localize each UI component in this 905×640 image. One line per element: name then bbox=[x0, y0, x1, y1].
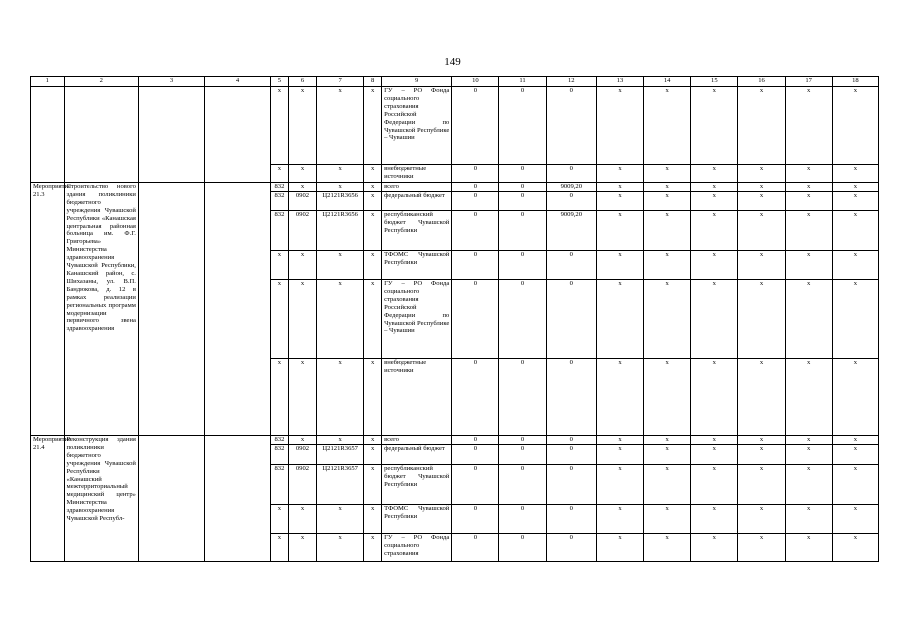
value-cell: x bbox=[317, 436, 364, 445]
value-cell: 0902 bbox=[288, 211, 316, 251]
value-cell: 0 bbox=[546, 192, 596, 211]
value-cell: x bbox=[317, 359, 364, 436]
value-cell: 0 bbox=[499, 183, 546, 192]
funding-source-cell: внебюджетные источники bbox=[382, 165, 452, 183]
value-cell: 0 bbox=[452, 211, 499, 251]
value-cell: x bbox=[691, 87, 738, 165]
header-cell: 3 bbox=[138, 77, 204, 87]
value-cell: x bbox=[832, 436, 878, 445]
value-cell: x bbox=[785, 436, 832, 445]
header-cell: 13 bbox=[596, 77, 643, 87]
value-cell: x bbox=[691, 211, 738, 251]
value-cell: 0 bbox=[546, 251, 596, 280]
value-cell: x bbox=[271, 251, 289, 280]
value-cell: x bbox=[364, 183, 382, 192]
value-cell: 0 bbox=[499, 436, 546, 445]
value-cell: 0 bbox=[546, 436, 596, 445]
value-cell: 0 bbox=[452, 505, 499, 534]
value-cell: x bbox=[832, 534, 878, 562]
value-cell: 832 bbox=[271, 436, 289, 445]
value-cell: 0 bbox=[546, 165, 596, 183]
value-cell: x bbox=[832, 211, 878, 251]
value-cell: 0 bbox=[452, 192, 499, 211]
value-cell: x bbox=[596, 211, 643, 251]
value-cell: x bbox=[785, 87, 832, 165]
empty-cell bbox=[204, 87, 270, 183]
value-cell: x bbox=[691, 445, 738, 465]
value-cell: 0 bbox=[499, 87, 546, 165]
empty-cell bbox=[64, 87, 138, 183]
header-cell: 4 bbox=[204, 77, 270, 87]
funding-source-cell: ГУ – РО Фонда социального страхования Российской Федерации по Чувашской Республике – Чувашии bbox=[382, 280, 452, 359]
value-cell: x bbox=[832, 445, 878, 465]
value-cell: x bbox=[317, 280, 364, 359]
value-cell: 0 bbox=[546, 359, 596, 436]
value-cell: 0 bbox=[452, 445, 499, 465]
value-cell: 9009,20 bbox=[546, 211, 596, 251]
value-cell: Ц2121R3656 bbox=[317, 192, 364, 211]
value-cell: x bbox=[317, 505, 364, 534]
value-cell: 0902 bbox=[288, 192, 316, 211]
funding-source-cell: ГУ – РО Фонда социального страхования bbox=[382, 534, 452, 562]
value-cell: x bbox=[271, 534, 289, 562]
value-cell: 0 bbox=[499, 211, 546, 251]
value-cell: x bbox=[738, 165, 785, 183]
value-cell: x bbox=[288, 87, 316, 165]
value-cell: Ц2121R3656 bbox=[317, 211, 364, 251]
funding-source-cell: внебюджетные источники bbox=[382, 359, 452, 436]
value-cell: x bbox=[271, 87, 289, 165]
value-cell: x bbox=[832, 359, 878, 436]
empty-cell bbox=[31, 87, 65, 183]
value-cell: x bbox=[691, 280, 738, 359]
value-cell: x bbox=[832, 87, 878, 165]
value-cell: x bbox=[317, 87, 364, 165]
value-cell: x bbox=[596, 436, 643, 445]
header-cell: 7 bbox=[317, 77, 364, 87]
value-cell: x bbox=[785, 251, 832, 280]
value-cell: x bbox=[364, 436, 382, 445]
value-cell: x bbox=[288, 165, 316, 183]
value-cell: x bbox=[364, 359, 382, 436]
funding-source-cell: федеральный бюджет bbox=[382, 192, 452, 211]
value-cell: x bbox=[596, 534, 643, 562]
value-cell: x bbox=[738, 359, 785, 436]
value-cell: 0 bbox=[546, 465, 596, 505]
measure-title: Реконструкция здания поликлиники бюджетного учреждения Чувашской Республики «Канашский межтерриториальный медицинский центр» Министерства здравоохранения Чувашской Республ- bbox=[64, 436, 138, 562]
value-cell: x bbox=[644, 280, 691, 359]
value-cell: x bbox=[785, 183, 832, 192]
value-cell: x bbox=[596, 183, 643, 192]
funding-source-cell: федеральный бюджет bbox=[382, 445, 452, 465]
value-cell: x bbox=[785, 534, 832, 562]
value-cell: x bbox=[596, 505, 643, 534]
value-cell: x bbox=[644, 165, 691, 183]
value-cell: 0 bbox=[452, 251, 499, 280]
value-cell: x bbox=[832, 192, 878, 211]
value-cell: x bbox=[364, 465, 382, 505]
value-cell: x bbox=[644, 359, 691, 436]
funding-source-cell: ТФОМС Чувашской Республики bbox=[382, 505, 452, 534]
value-cell: x bbox=[785, 505, 832, 534]
value-cell: x bbox=[317, 534, 364, 562]
value-cell: 0 bbox=[499, 359, 546, 436]
value-cell: x bbox=[644, 192, 691, 211]
value-cell: x bbox=[832, 165, 878, 183]
value-cell: x bbox=[596, 192, 643, 211]
value-cell: 832 bbox=[271, 465, 289, 505]
value-cell: x bbox=[832, 183, 878, 192]
value-cell: x bbox=[738, 534, 785, 562]
value-cell: 0 bbox=[452, 359, 499, 436]
header-cell: 17 bbox=[785, 77, 832, 87]
value-cell: 0 bbox=[452, 436, 499, 445]
value-cell: 0 bbox=[499, 165, 546, 183]
value-cell: x bbox=[271, 505, 289, 534]
value-cell: x bbox=[785, 359, 832, 436]
table-row bbox=[31, 436, 879, 445]
value-cell: 0 bbox=[499, 534, 546, 562]
value-cell: x bbox=[596, 87, 643, 165]
value-cell: x bbox=[785, 211, 832, 251]
value-cell: 0 bbox=[499, 445, 546, 465]
value-cell: 0 bbox=[546, 534, 596, 562]
value-cell: x bbox=[288, 505, 316, 534]
value-cell: x bbox=[644, 534, 691, 562]
value-cell: 0902 bbox=[288, 445, 316, 465]
value-cell: 832 bbox=[271, 183, 289, 192]
value-cell: 0 bbox=[499, 465, 546, 505]
value-cell: x bbox=[785, 280, 832, 359]
page-number: 149 bbox=[444, 56, 461, 68]
header-cell: 5 bbox=[271, 77, 289, 87]
value-cell: x bbox=[596, 251, 643, 280]
value-cell: x bbox=[832, 505, 878, 534]
header-cell: 18 bbox=[832, 77, 878, 87]
value-cell: x bbox=[364, 165, 382, 183]
value-cell: x bbox=[785, 445, 832, 465]
value-cell: 832 bbox=[271, 445, 289, 465]
value-cell: x bbox=[644, 251, 691, 280]
header-cell: 12 bbox=[546, 77, 596, 87]
measure-title: Строительство нового здания поликлиники бюджетного учреждения Чувашской Республики «Канашская центральная районная больница им. Ф.Г. Григорьева» Министерства здравоохранения Чувашской Республики, Канашский район, с. Шихазаны, ул. В.П. Бандюкова, д. 12 в рамках реализации региональных программ модернизации первичного звена здравоохранения bbox=[64, 183, 138, 436]
value-cell: x bbox=[644, 505, 691, 534]
value-cell: 0902 bbox=[288, 465, 316, 505]
value-cell: x bbox=[596, 465, 643, 505]
value-cell: x bbox=[317, 165, 364, 183]
value-cell: Ц2121R3657 bbox=[317, 465, 364, 505]
measure-label: Мероприятие 21.3 bbox=[31, 183, 65, 436]
value-cell: x bbox=[691, 183, 738, 192]
value-cell: x bbox=[364, 505, 382, 534]
value-cell: x bbox=[271, 165, 289, 183]
empty-cell bbox=[138, 183, 204, 436]
value-cell: x bbox=[691, 165, 738, 183]
value-cell: 0 bbox=[546, 445, 596, 465]
value-cell: Ц2121R3657 bbox=[317, 445, 364, 465]
value-cell: x bbox=[738, 251, 785, 280]
empty-cell bbox=[204, 183, 270, 436]
table-row bbox=[31, 87, 879, 165]
value-cell: 0 bbox=[452, 183, 499, 192]
value-cell: x bbox=[596, 280, 643, 359]
value-cell: 0 bbox=[452, 280, 499, 359]
value-cell: 0 bbox=[452, 465, 499, 505]
value-cell: x bbox=[832, 251, 878, 280]
measure-label: Мероприятие 21.4 bbox=[31, 436, 65, 562]
value-cell: x bbox=[691, 192, 738, 211]
value-cell: x bbox=[288, 251, 316, 280]
value-cell: x bbox=[596, 359, 643, 436]
value-cell: x bbox=[785, 165, 832, 183]
value-cell: 0 bbox=[452, 165, 499, 183]
header-cell: 10 bbox=[452, 77, 499, 87]
empty-cell bbox=[138, 436, 204, 562]
value-cell: x bbox=[832, 280, 878, 359]
value-cell: x bbox=[738, 445, 785, 465]
value-cell: x bbox=[288, 359, 316, 436]
funding-table bbox=[30, 76, 879, 562]
table-row bbox=[31, 183, 879, 192]
header-cell: 14 bbox=[644, 77, 691, 87]
value-cell: x bbox=[288, 436, 316, 445]
header-row bbox=[31, 77, 879, 87]
header-cell: 6 bbox=[288, 77, 316, 87]
value-cell: x bbox=[738, 280, 785, 359]
value-cell: x bbox=[364, 534, 382, 562]
value-cell: x bbox=[644, 87, 691, 165]
value-cell: 0 bbox=[499, 280, 546, 359]
value-cell: x bbox=[691, 534, 738, 562]
funding-source-cell: ГУ – РО Фонда социального страхования Российской Федерации по Чувашской Республике – Чувашии bbox=[382, 87, 452, 165]
empty-cell bbox=[138, 87, 204, 183]
funding-source-cell: ТФОМС Чувашской Республики bbox=[382, 251, 452, 280]
value-cell: x bbox=[596, 165, 643, 183]
value-cell: 0 bbox=[499, 505, 546, 534]
value-cell: x bbox=[832, 465, 878, 505]
value-cell: x bbox=[364, 280, 382, 359]
value-cell: x bbox=[317, 251, 364, 280]
value-cell: x bbox=[738, 192, 785, 211]
value-cell: x bbox=[738, 87, 785, 165]
funding-source-cell: республиканский бюджет Чувашской Республики bbox=[382, 465, 452, 505]
value-cell: x bbox=[288, 280, 316, 359]
header-cell: 16 bbox=[738, 77, 785, 87]
value-cell: 0 bbox=[546, 87, 596, 165]
value-cell: x bbox=[288, 183, 316, 192]
header-cell: 15 bbox=[691, 77, 738, 87]
value-cell: x bbox=[596, 445, 643, 465]
value-cell: x bbox=[644, 183, 691, 192]
value-cell: x bbox=[271, 359, 289, 436]
value-cell: x bbox=[364, 445, 382, 465]
funding-source-cell: всего bbox=[382, 183, 452, 192]
value-cell: x bbox=[364, 87, 382, 165]
funding-source-cell: всего bbox=[382, 436, 452, 445]
value-cell: 0 bbox=[546, 280, 596, 359]
value-cell: 0 bbox=[546, 505, 596, 534]
value-cell: x bbox=[738, 505, 785, 534]
value-cell: x bbox=[364, 251, 382, 280]
value-cell: 9009,20 bbox=[546, 183, 596, 192]
empty-cell bbox=[204, 436, 270, 562]
value-cell: x bbox=[271, 280, 289, 359]
value-cell: 832 bbox=[271, 211, 289, 251]
value-cell: x bbox=[364, 192, 382, 211]
value-cell: x bbox=[644, 436, 691, 445]
header-cell: 2 bbox=[64, 77, 138, 87]
value-cell: 0 bbox=[499, 251, 546, 280]
value-cell: 0 bbox=[452, 87, 499, 165]
value-cell: x bbox=[644, 445, 691, 465]
value-cell: x bbox=[738, 465, 785, 505]
header-cell: 8 bbox=[364, 77, 382, 87]
value-cell: x bbox=[738, 436, 785, 445]
header-cell: 1 bbox=[31, 77, 65, 87]
value-cell: x bbox=[691, 505, 738, 534]
value-cell: x bbox=[691, 436, 738, 445]
value-cell: x bbox=[691, 251, 738, 280]
value-cell: x bbox=[691, 359, 738, 436]
value-cell: x bbox=[785, 192, 832, 211]
value-cell: x bbox=[288, 534, 316, 562]
header-cell: 11 bbox=[499, 77, 546, 87]
funding-source-cell: республиканский бюджет Чувашской Республики bbox=[382, 211, 452, 251]
value-cell: x bbox=[364, 211, 382, 251]
value-cell: x bbox=[785, 465, 832, 505]
value-cell: x bbox=[691, 465, 738, 505]
value-cell: x bbox=[317, 183, 364, 192]
header-cell: 9 bbox=[382, 77, 452, 87]
value-cell: 832 bbox=[271, 192, 289, 211]
value-cell: 0 bbox=[452, 534, 499, 562]
value-cell: 0 bbox=[499, 192, 546, 211]
value-cell: x bbox=[644, 465, 691, 505]
value-cell: x bbox=[738, 211, 785, 251]
value-cell: x bbox=[644, 211, 691, 251]
value-cell: x bbox=[738, 183, 785, 192]
